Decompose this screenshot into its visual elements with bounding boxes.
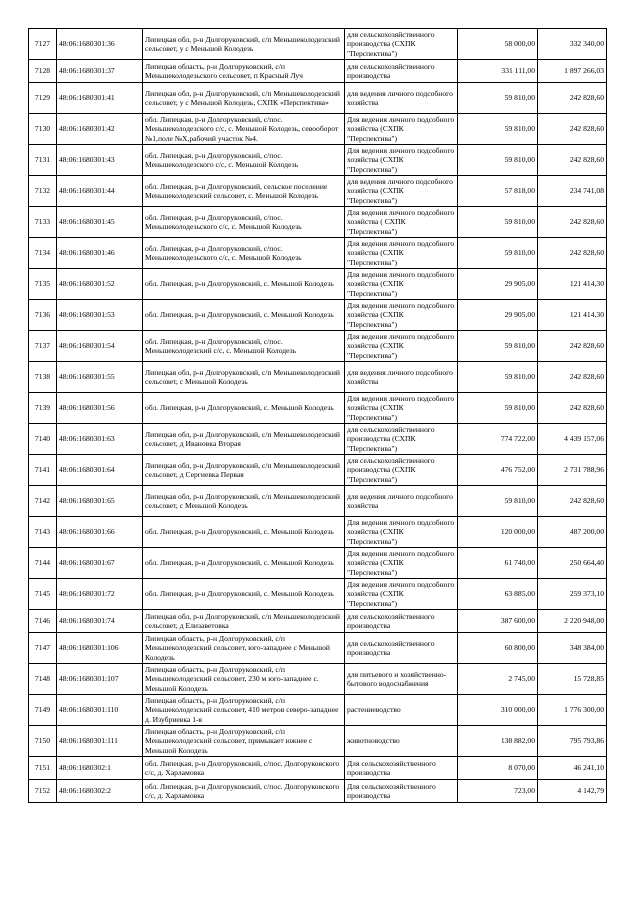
address-cell: Липецкая область, р-н Долгоруковский, с/п Меньшеколодезьского сельсовет, п Красный Луч	[143, 60, 345, 83]
cadastral-number-cell: 48:06:1680301:41	[57, 83, 143, 114]
address-cell: Липецкая обл, р-н Долгоруковский, с/п Меньшеколодезский сельсовет, с Меньшой Колодезь	[143, 362, 345, 393]
land-use-cell: для ведения личного подсобного хозяйства	[345, 362, 458, 393]
cadastral-number-cell: 48:06:1680301:42	[57, 114, 143, 145]
cadastral-value-cell: 487 200,00	[538, 517, 607, 548]
cadastral-number-cell: 48:06:1680301:44	[57, 176, 143, 207]
cadastral-number-cell: 48:06:1680301:54	[57, 331, 143, 362]
cadastral-number-cell: 48:06:1680301:53	[57, 300, 143, 331]
area-cell: 29 905,00	[458, 269, 538, 300]
address-cell: Липецкая обл, р-н Долгоруковский, с/п Меньшеколодезский сельсовет, д Ивановка Вторая	[143, 424, 345, 455]
cadastral-value-cell: 1 776 300,00	[538, 695, 607, 726]
row-number-cell: 7133	[29, 207, 57, 238]
area-cell: 59 810,00	[458, 145, 538, 176]
area-cell: 59 810,00	[458, 331, 538, 362]
land-use-cell: для сельскохозяйственного производства (СХПК "Перспектива")	[345, 424, 458, 455]
cadastral-number-cell: 48:06:1680301:66	[57, 517, 143, 548]
address-cell: обл. Липецкая, р-н Долгоруковский, сельское поселение Меньшеколодезский сельсовет, с. Меньшой Колодезь	[143, 176, 345, 207]
cadastral-value-cell: 46 241,10	[538, 757, 607, 780]
cadastral-value-cell: 242 828,60	[538, 362, 607, 393]
area-cell: 59 810,00	[458, 238, 538, 269]
row-number-cell: 7129	[29, 83, 57, 114]
table-row	[29, 664, 607, 695]
cadastral-number-cell: 48:06:1680301:56	[57, 393, 143, 424]
cadastral-value-cell: 348 384,00	[538, 633, 607, 664]
address-cell: Липецкая обл, р-н Долгоруковский, с/п Меньшеколодезский сельсовет, д Сергиевка Первая	[143, 455, 345, 486]
land-use-cell: растениеводство	[345, 695, 458, 726]
table-body	[29, 29, 607, 803]
land-use-cell: Для ведения личного подсобного хозяйства ( СХПК "Перспектива")	[345, 207, 458, 238]
area-cell: 60 800,00	[458, 633, 538, 664]
cadastral-number-cell: 48:06:1680301:72	[57, 579, 143, 610]
area-cell: 331 111,00	[458, 60, 538, 83]
table-row	[29, 60, 607, 83]
table-row	[29, 83, 607, 114]
land-use-cell: Для ведения личного подсобного хозяйства (СХПК "Перспектива")	[345, 238, 458, 269]
area-cell: 58 000,00	[458, 29, 538, 60]
cadastral-value-cell: 1 897 266,03	[538, 60, 607, 83]
address-cell: Липецкая область, р-н Долгоруковский, с/п Меньшеколодезский сельсовет, 230 м юго-западнее с. Меньшой Колодезь	[143, 664, 345, 695]
area-cell: 59 810,00	[458, 486, 538, 517]
address-cell: обл. Липецкая, р-н Долгоруковский, с/пос. Долгоруковского с/с, д. Харламовка	[143, 757, 345, 780]
cadastral-value-cell: 4 439 157,06	[538, 424, 607, 455]
cadastral-number-cell: 48:06:1680301:65	[57, 486, 143, 517]
address-cell: обл. Липецкая, р-н Долгоруковский, с. Меньшой Колодезь	[143, 393, 345, 424]
address-cell: обл. Липецкая, р-н Долгоруковский, с/пос. Меньшеколодезьского с/с, с. Меньшой Колодезь	[143, 238, 345, 269]
land-use-cell: Для ведения личного подсобного хозяйства (СХПК "Перспектива")	[345, 548, 458, 579]
cadastral-number-cell: 48:06:1680301:52	[57, 269, 143, 300]
cadastral-value-cell: 121 414,30	[538, 269, 607, 300]
cadastral-number-cell: 48:06:1680301:67	[57, 548, 143, 579]
table-row	[29, 726, 607, 757]
table-row	[29, 633, 607, 664]
area-cell: 387 600,00	[458, 610, 538, 633]
land-use-cell: для сельскохозяйственного производства (СХПК "Перспектива")	[345, 455, 458, 486]
row-number-cell: 7136	[29, 300, 57, 331]
land-use-cell: Для ведения личного подсобного хозяйства (СХПК "Перспектива")	[345, 579, 458, 610]
row-number-cell: 7128	[29, 60, 57, 83]
area-cell: 59 810,00	[458, 362, 538, 393]
row-number-cell: 7148	[29, 664, 57, 695]
table-row	[29, 114, 607, 145]
cadastral-number-cell: 48:06:1680301:46	[57, 238, 143, 269]
table-row	[29, 579, 607, 610]
area-cell: 2 745,00	[458, 664, 538, 695]
table-row	[29, 207, 607, 238]
area-cell: 59 810,00	[458, 83, 538, 114]
table-row	[29, 176, 607, 207]
table-row	[29, 757, 607, 780]
cadastral-value-cell: 242 828,60	[538, 145, 607, 176]
table-row	[29, 695, 607, 726]
area-cell: 59 810,00	[458, 114, 538, 145]
address-cell: обл. Липецкая, р-н Долгоруковский, с. Меньшой Колодезь	[143, 517, 345, 548]
table-row	[29, 393, 607, 424]
row-number-cell: 7149	[29, 695, 57, 726]
land-use-cell: Для сельскохозяйственного производства	[345, 757, 458, 780]
document-page	[28, 28, 606, 803]
cadastral-value-cell: 250 664,40	[538, 548, 607, 579]
address-cell: обл. Липецкая, р-н Долгоруковский, с/пос. Меньшеколодезского с/с, с. Меньшой Колодезь, севооборот №1,поле №X,рабочий участок №4.	[143, 114, 345, 145]
cadastral-number-cell: 48:06:1680301:63	[57, 424, 143, 455]
row-number-cell: 7127	[29, 29, 57, 60]
land-use-cell: для сельскохозяйственного производства	[345, 60, 458, 83]
cadastral-value-cell: 242 828,60	[538, 83, 607, 114]
table-row	[29, 269, 607, 300]
row-number-cell: 7137	[29, 331, 57, 362]
table-row	[29, 517, 607, 548]
cadastral-value-cell: 2 220 948,00	[538, 610, 607, 633]
row-number-cell: 7134	[29, 238, 57, 269]
cadastral-number-cell: 48:06:1680301:36	[57, 29, 143, 60]
area-cell: 57 818,00	[458, 176, 538, 207]
cadastral-number-cell: 48:06:1680301:106	[57, 633, 143, 664]
land-use-cell: Для ведения личного подсобного хозяйства (СХПК "Перспектива")	[345, 114, 458, 145]
table-row	[29, 486, 607, 517]
table-row	[29, 29, 607, 60]
address-cell: Липецкая область, р-н Долгоруковский, с/п Меньшеколодезский сельсовет, 410 метров северо-западнее д. Изубриевка 1-я	[143, 695, 345, 726]
cadastral-value-cell: 234 741,08	[538, 176, 607, 207]
table-row	[29, 238, 607, 269]
cadastral-number-cell: 48:06:1680301:110	[57, 695, 143, 726]
cadastral-number-cell: 48:06:1680301:55	[57, 362, 143, 393]
cadastral-number-cell: 48:06:1680301:111	[57, 726, 143, 757]
cadastral-number-cell: 48:06:1680301:107	[57, 664, 143, 695]
address-cell: обл. Липецкая, р-н Долгоруковский, с. Меньшой Колодезь	[143, 269, 345, 300]
area-cell: 61 740,00	[458, 548, 538, 579]
area-cell: 59 810,00	[458, 207, 538, 238]
table-row	[29, 424, 607, 455]
row-number-cell: 7150	[29, 726, 57, 757]
area-cell: 774 722,00	[458, 424, 538, 455]
row-number-cell: 7151	[29, 757, 57, 780]
land-use-cell: для сельскохозяйственного производства	[345, 633, 458, 664]
table-row	[29, 300, 607, 331]
table-row	[29, 548, 607, 579]
cadastral-value-cell: 242 828,60	[538, 207, 607, 238]
land-use-cell: Для ведения личного подсобного хозяйства (СХПК "Перспектива")	[345, 300, 458, 331]
area-cell: 59 810,00	[458, 393, 538, 424]
row-number-cell: 7131	[29, 145, 57, 176]
cadastral-number-cell: 48:06:1680301:37	[57, 60, 143, 83]
land-use-cell: Для ведения личного подсобного хозяйства (СХПК "Перспектива")	[345, 517, 458, 548]
area-cell: 476 752,00	[458, 455, 538, 486]
row-number-cell: 7143	[29, 517, 57, 548]
cadastral-value-cell: 332 340,00	[538, 29, 607, 60]
table-row	[29, 331, 607, 362]
row-number-cell: 7147	[29, 633, 57, 664]
land-use-cell: Для ведения личного подсобного хозяйства (СХПК "Перспектива")	[345, 393, 458, 424]
row-number-cell: 7142	[29, 486, 57, 517]
row-number-cell: 7135	[29, 269, 57, 300]
address-cell: Липецкая область, р-н Долгоруковский, с/п Меньшеколодезский сельсовет, юго-западнее с Меньшой Колодезь	[143, 633, 345, 664]
cadastral-value-cell: 259 373,10	[538, 579, 607, 610]
row-number-cell: 7144	[29, 548, 57, 579]
row-number-cell: 7145	[29, 579, 57, 610]
land-plots-table	[28, 28, 607, 803]
land-use-cell: Для сельскохозяйственного производства	[345, 780, 458, 803]
row-number-cell: 7132	[29, 176, 57, 207]
area-cell: 8 070,00	[458, 757, 538, 780]
cadastral-value-cell: 242 828,60	[538, 393, 607, 424]
cadastral-value-cell: 15 728,85	[538, 664, 607, 695]
row-number-cell: 7140	[29, 424, 57, 455]
cadastral-value-cell: 242 828,60	[538, 238, 607, 269]
area-cell: 138 882,00	[458, 726, 538, 757]
cadastral-value-cell: 2 731 788,96	[538, 455, 607, 486]
land-use-cell: Для ведения личного подсобного хозяйства (СХПК "Перспектива")	[345, 145, 458, 176]
address-cell: Липецкая обл, р-н Долгоруковский, с/п Меньшеколодезский сельсовет, с Меньшой Колодезь	[143, 486, 345, 517]
cadastral-value-cell: 4 142,79	[538, 780, 607, 803]
cadastral-number-cell: 48:06:1680301:74	[57, 610, 143, 633]
address-cell: обл. Липецкая, р-н Долгоруковский, с. Меньшой Колодезь	[143, 579, 345, 610]
area-cell: 120 000,00	[458, 517, 538, 548]
row-number-cell: 7139	[29, 393, 57, 424]
land-use-cell: для ведения личного подсобного хозяйства	[345, 83, 458, 114]
area-cell: 29 905,00	[458, 300, 538, 331]
address-cell: обл. Липецкая, р-н Долгоруковский, с/пос. Долгоруковского с/с, д. Харламовка	[143, 780, 345, 803]
address-cell: Липецкая область, р-н Долгоруковский, с/п Меньшеколодезский сельсовет, примыкает южнее с Меньшой Колодезь	[143, 726, 345, 757]
row-number-cell: 7141	[29, 455, 57, 486]
address-cell: Липецкая обл, р-н Долгоруковский, с/п Меньшеколодезский сельсовет, д Елизаветовка	[143, 610, 345, 633]
address-cell: обл. Липецкая, р-н Долгоруковский, с. Меньшой Колодезь	[143, 548, 345, 579]
table-row	[29, 610, 607, 633]
cadastral-value-cell: 121 414,30	[538, 300, 607, 331]
cadastral-number-cell: 48:06:1680301:64	[57, 455, 143, 486]
row-number-cell: 7152	[29, 780, 57, 803]
land-use-cell: Для ведения личного подсобного хозяйства (СХПК "Перспектива")	[345, 331, 458, 362]
cadastral-number-cell: 48:06:1680301:43	[57, 145, 143, 176]
cadastral-value-cell: 795 793,86	[538, 726, 607, 757]
cadastral-number-cell: 48:06:1680302:1	[57, 757, 143, 780]
land-use-cell: для ведения личного подсобного хозяйства (СХПК "Перспектива")	[345, 176, 458, 207]
cadastral-number-cell: 48:06:1680301:45	[57, 207, 143, 238]
area-cell: 63 885,00	[458, 579, 538, 610]
table-row	[29, 455, 607, 486]
land-use-cell: для сельскохозяйственного производства (СХПК "Перспектива")	[345, 29, 458, 60]
table-row	[29, 145, 607, 176]
row-number-cell: 7138	[29, 362, 57, 393]
row-number-cell: 7130	[29, 114, 57, 145]
row-number-cell: 7146	[29, 610, 57, 633]
address-cell: Липецкая обл, р-н Долгоруковский, с/п Меньшеколодезский сельсовет, у с Меньшой Колодезь	[143, 29, 345, 60]
land-use-cell: для питьевого и хозяйственно-бытового водоснабжения	[345, 664, 458, 695]
address-cell: обл. Липецкая, р-н Долгоруковский, с/пос. Меньшеколодезского с/с, с. Меньшой Колодезь	[143, 145, 345, 176]
land-use-cell: животноводство	[345, 726, 458, 757]
address-cell: обл. Липецкая, р-н Долгоруковский, с. Меньшой Колодезь	[143, 300, 345, 331]
address-cell: обл. Липецкая, р-н Долгоруковский, с/пос. Меньшеколодезский с/с, с. Меньшой Колодезь	[143, 331, 345, 362]
table-row	[29, 780, 607, 803]
area-cell: 723,00	[458, 780, 538, 803]
cadastral-value-cell: 242 828,60	[538, 331, 607, 362]
cadastral-value-cell: 242 828,60	[538, 114, 607, 145]
address-cell: Липецкая обл, р-н Долгоруковский, с/п Меньшеколодезский сельсовет, у с Меньшой Колодезь, СХПК «Перспектива»	[143, 83, 345, 114]
area-cell: 310 000,00	[458, 695, 538, 726]
land-use-cell: для сельскохозяйственного производства	[345, 610, 458, 633]
land-use-cell: Для ведения личного подсобного хозяйства (СХПК "Перспектива")	[345, 269, 458, 300]
address-cell: обл. Липецкая, р-н Долгоруковский, с/пос. Меньшеколодезьского с/с, с. Меньшой Колодезь	[143, 207, 345, 238]
cadastral-value-cell: 242 828,60	[538, 486, 607, 517]
table-row	[29, 362, 607, 393]
land-use-cell: для ведения личного подсобного хозяйства	[345, 486, 458, 517]
cadastral-number-cell: 48:06:1680302:2	[57, 780, 143, 803]
